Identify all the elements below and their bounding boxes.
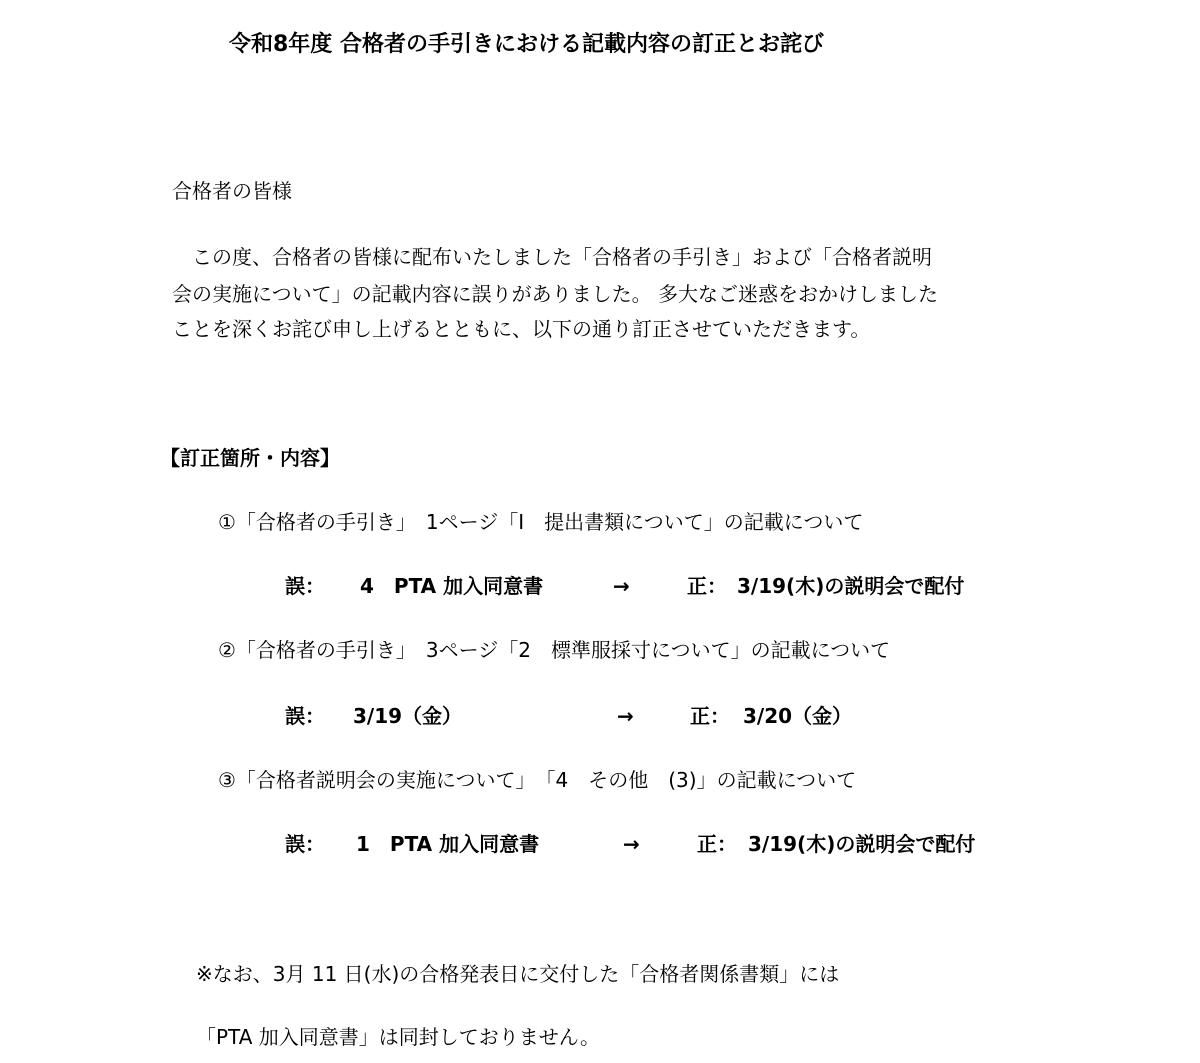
right-value: 3/19(木)の説明会で配付 — [737, 574, 965, 598]
body-line-3: ことを深くお詫び申し上げるとともに、以下の通り訂正させていただきます。 — [172, 317, 871, 341]
correction-item-3: ③「合格者説明会の実施について」 「4 その他 (3)」の記載について — [218, 768, 857, 792]
right-label: 正： — [690, 704, 730, 728]
note-line-2: 「PTA 加入同意書」は同封しておりません。 — [196, 1025, 600, 1049]
note-line-1: ※なお、3月 11 日(水)の合格発表日に交付した「合格者関係書類」には — [196, 962, 840, 986]
arrow-icon: → — [623, 832, 640, 856]
section-heading: 【訂正箇所・内容】 — [160, 446, 340, 470]
correction-item-2: ②「合格者の手引き」 3ページ「2 標準服採寸について」の記載について — [218, 638, 891, 662]
greeting: 合格者の皆様 — [172, 179, 292, 203]
page-title: 令和8年度 合格者の手引きにおける記載内容の訂正とお詫び — [229, 32, 824, 57]
arrow-icon: → — [613, 574, 630, 598]
right-value: 3/20（金） — [743, 704, 853, 728]
wrong-value: 3/19（金） — [353, 704, 463, 728]
wrong-value: 4 PTA 加入同意書 — [360, 574, 544, 598]
right-label: 正： — [687, 574, 727, 598]
wrong-label: 誤： — [285, 832, 325, 856]
wrong-label: 誤： — [285, 704, 325, 728]
right-label: 正： — [697, 832, 737, 856]
wrong-label: 誤： — [285, 574, 325, 598]
arrow-icon: → — [617, 704, 634, 728]
body-line-2: 会の実施について」の記載内容に誤りがありました。 多大なご迷惑をおかけしました — [172, 282, 938, 306]
right-value: 3/19(木)の説明会で配付 — [748, 832, 976, 856]
body-line-1: この度、合格者の皆様に配布いたしました「合格者の手引き」および「合格者説明 — [172, 245, 932, 269]
wrong-value: 1 PTA 加入同意書 — [356, 832, 540, 856]
correction-item-1: ①「合格者の手引き」 1ページ「Ⅰ 提出書類について」の記載について — [218, 510, 864, 534]
